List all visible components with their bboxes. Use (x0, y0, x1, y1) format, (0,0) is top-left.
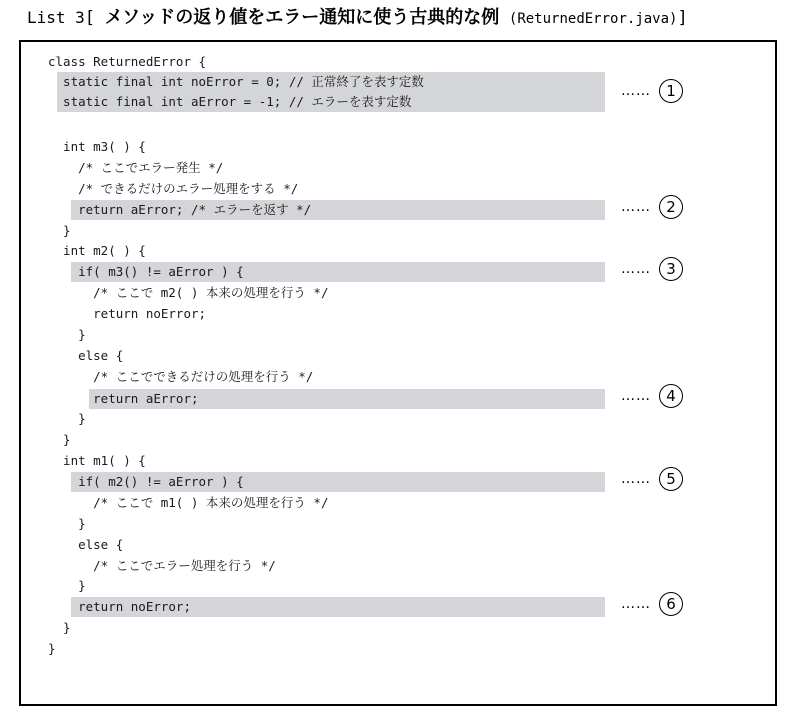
circled-number: 1 (659, 79, 683, 103)
code-line: int m3( ) { (48, 139, 146, 154)
leader-dots: …… (621, 471, 651, 487)
leader-dots: …… (621, 388, 651, 404)
code-line: return aError; (48, 391, 199, 406)
leader-dots: …… (621, 261, 651, 277)
leader-dots: …… (621, 83, 651, 99)
code-line: if( m2() != aError ) { (48, 474, 244, 489)
circled-number: 4 (659, 384, 683, 408)
title-close-bracket: ] (677, 8, 688, 28)
circled-number: 3 (659, 257, 683, 281)
callout-2 (621, 195, 711, 225)
code-line: /* ここでできるだけの処理を行う */ (48, 369, 314, 384)
code-line: } (48, 432, 71, 447)
code-line: } (48, 223, 71, 238)
code-line: static final int aError = -1; // エラーを表す定数 (48, 94, 412, 109)
code-line: return aError; /* エラーを返す */ (48, 202, 312, 217)
listing-label: List 3 (27, 8, 85, 27)
code-line: else { (48, 537, 124, 552)
code-line: class ReturnedError { (48, 54, 207, 69)
code-line: return noError; (48, 306, 207, 321)
code-line: return noError; (48, 599, 191, 614)
circled-number: 6 (659, 592, 683, 616)
code-line: } (48, 327, 86, 342)
leader-dots: …… (621, 199, 651, 215)
code-line: static final int noError = 0; // 正常終了を表す定数 (48, 74, 424, 89)
callout-3 (621, 257, 711, 287)
circled-number: 5 (659, 467, 683, 491)
leader-dots: …… (621, 596, 651, 612)
code-line: /* ここでエラー処理を行う */ (48, 558, 276, 573)
callout-6 (621, 592, 711, 622)
code-frame (19, 40, 777, 706)
circled-number: 2 (659, 195, 683, 219)
listing-caption: メソッドの返り値をエラー通知に使う古典的な例 (104, 7, 500, 28)
code-line: } (48, 578, 86, 593)
code-line: /* ここで m2( ) 本来の処理を行う */ (48, 285, 329, 300)
code-line: } (48, 411, 86, 426)
code-line: } (48, 516, 86, 531)
listing-filename: (ReturnedError.java) (508, 11, 678, 27)
code-line: int m2( ) { (48, 243, 146, 258)
code-line: /* ここでエラー発生 */ (48, 160, 224, 175)
callout-1 (621, 79, 711, 109)
code-line: /* ここで m1( ) 本来の処理を行う */ (48, 495, 329, 510)
callout-5 (621, 467, 711, 497)
code-line: int m1( ) { (48, 453, 146, 468)
code-line: else { (48, 348, 124, 363)
code-line: } (48, 641, 56, 656)
title-open-bracket: [ (84, 8, 96, 28)
code-line: /* できるだけのエラー処理をする */ (48, 181, 299, 196)
listing-title (27, 3, 688, 29)
code-line: if( m3() != aError ) { (48, 264, 244, 279)
callout-4 (621, 384, 711, 414)
code-line: } (48, 620, 71, 635)
